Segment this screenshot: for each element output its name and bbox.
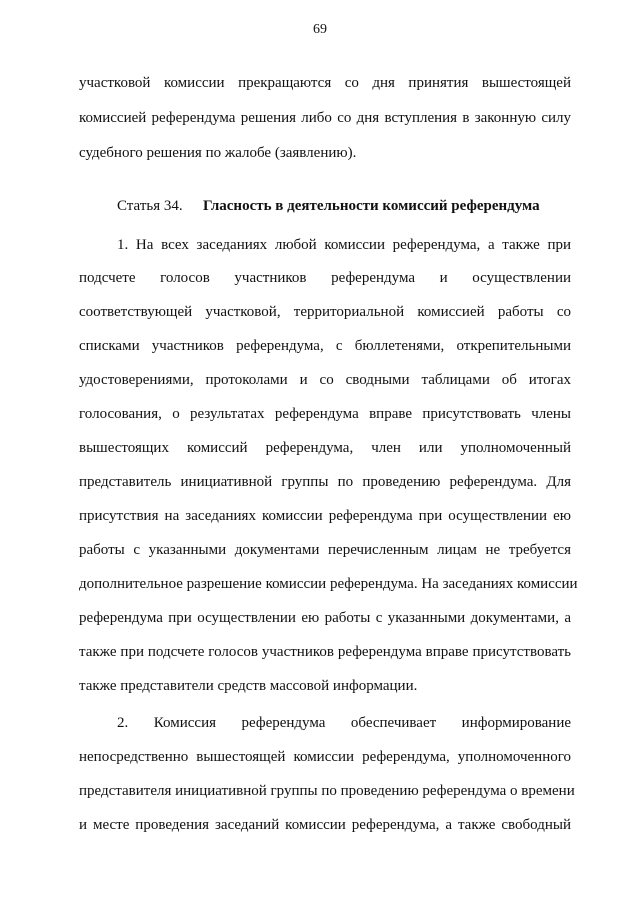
text-line: 2. Комиссия референдума обеспечивает информирование <box>117 715 571 731</box>
text-line: удостоверениями, протоколами и со сводными таблицами об итогах <box>79 372 571 388</box>
text-line: референдума при осуществлении ею работы с указанными документами, а <box>79 610 571 626</box>
text-line: комиссией референдума решения либо со дня вступления в законную силу <box>79 110 571 126</box>
text-line: судебного решения по жалобе (заявлению). <box>79 145 357 161</box>
text-line: присутствия на заседаниях комиссии референдума при осуществлении ею <box>79 508 571 524</box>
text-line: участковой комиссии прекращаются со дня принятия вышестоящей <box>79 75 571 91</box>
text-line: также при подсчете голосов участников референдума вправе присутствовать <box>79 644 571 660</box>
text-line: представителя инициативной группы по проведению референдума о времени <box>79 783 575 799</box>
text-line: голосования, о результатах референдума вправе присутствовать члены <box>79 406 571 422</box>
text-line: вышестоящих комиссий референдума, член или уполномоченный <box>79 440 571 456</box>
article-number: Статья 34. <box>117 198 183 214</box>
text-line: работы с указанными документами перечисленным лицам не требуется <box>79 542 571 558</box>
text-line: соответствующей участковой, территориальной комиссией работы со <box>79 304 571 320</box>
page-number: 69 <box>313 22 327 37</box>
text-line: дополнительное разрешение комиссии референдума. На заседаниях комиссии <box>79 576 578 592</box>
text-line: и месте проведения заседаний комиссии референдума, а также свободный <box>79 817 571 833</box>
text-line: непосредственно вышестоящей комиссии референдума, уполномоченного <box>79 749 571 765</box>
text-line: 1. На всех заседаниях любой комиссии референдума, а также при <box>117 237 571 253</box>
article-title: Гласность в деятельности комиссий референдума <box>203 198 540 214</box>
text-line: списками участников референдума, с бюллетенями, открепительными <box>79 338 571 354</box>
text-line: также представители средств массовой информации. <box>79 678 418 694</box>
text-line: подсчете голосов участников референдума и осуществлении <box>79 270 571 286</box>
text-line: представитель инициативной группы по проведению референдума. Для <box>79 474 571 490</box>
article-heading <box>117 196 540 216</box>
